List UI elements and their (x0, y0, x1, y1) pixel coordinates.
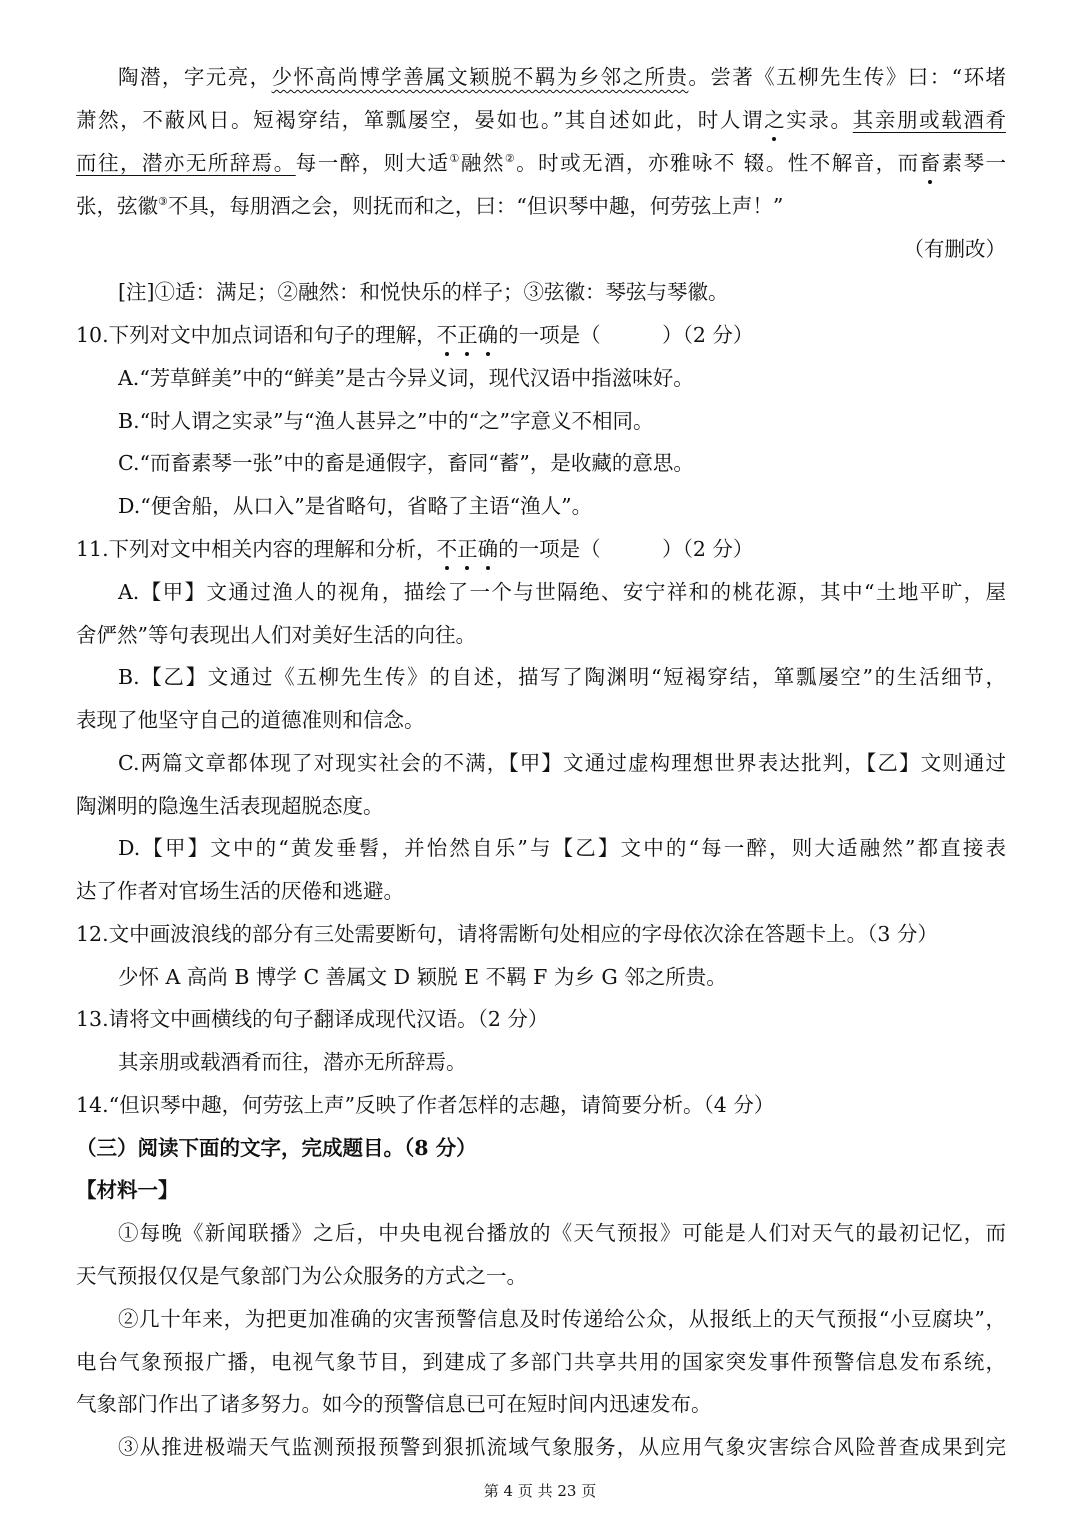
footnotes: [注]①适：满足；②融然：和悦快乐的样子；③弦徽：琴弦与琴徽。 (118, 280, 729, 304)
question-12-content: 少怀 A 高尚 B 博学 C 善属文 D 颖脱 E 不羁 F 为乡 G 邻之所贵。 (118, 965, 727, 989)
passage-line-4: 张，弦徽③不具，每朋酒之会，则抚而和之，曰：“但识琴中趣，何劳弦上声！” (76, 194, 784, 218)
wavy-underlined-text: 少怀高尚博学善属文颖脱不羁为乡邻之所贵 (271, 65, 689, 89)
question-11-option-c-line-1: C.两篇文章都体现了对现实社会的不满，【甲】文通过虚构理想世界表达批判，【乙】文则通过 (118, 751, 1006, 775)
footnote-mark: ② (504, 152, 517, 166)
section-3-heading: （三）阅读下面的文字，完成题目。（8 分） (76, 1136, 477, 1160)
question-11-option-c-line-2: 陶渊明的隐逸生活表现超脱态度。 (76, 794, 384, 818)
source-note: （有删改） (903, 237, 1006, 261)
material-1-para-1-line-2: 天气预报仅仅是气象部门为公众服务的方式之一。 (76, 1264, 527, 1288)
dotted-char: 确 (478, 534, 499, 564)
question-10-option-a: A.“芳草鲜美”中的“鲜美”是古今异义词，现代汉语中指滋味好。 (118, 366, 694, 390)
footnote-mark: ① (449, 152, 461, 166)
dotted-char: 确 (478, 320, 499, 350)
dotted-char: 正 (457, 534, 478, 564)
question-10-option-b: B.“时人谓之实录”与“渔人甚异之”中的“之”字意义不相同。 (118, 409, 654, 433)
material-1-title: 【材料一】 (76, 1178, 179, 1202)
question-11-option-d-line-1: D.【甲】文中的“黄发垂髫，并怡然自乐”与【乙】文中的“每一醉，则大适融然”都直接表 (118, 836, 1006, 860)
question-10-option-c: C.“而畜素琴一张”中的畜是通假字，畜同“蓄”，是收藏的意思。 (118, 451, 694, 475)
dotted-char: 畜 (920, 148, 941, 178)
question-10-option-d: D.“便舍船，从口入”是省略句，省略了主语“渔人”。 (118, 494, 593, 518)
material-1-para-2-line-2: 电台气象预报广播，电视气象节目，到建成了多部门共享共用的国家突发事件预警信息发布系统， (76, 1350, 1006, 1374)
question-11-option-b-line-1: B.【乙】文通过《五柳先生传》的自述，描写了陶渊明“短褐穿结，箪瓢屡空”的生活细节， (118, 665, 1006, 689)
question-13-content: 其亲朋或载酒肴而往，潜亦无所辞焉。 (118, 1050, 467, 1074)
material-1-para-2-line-1: ②几十年来，为把更加准确的灾害预警信息及时传递给公众，从报纸上的天气预报“小豆腐块”， (118, 1307, 1006, 1331)
underlined-text: 其亲朋或载酒肴 (852, 108, 1007, 132)
dotted-char: 不 (437, 534, 458, 564)
question-13-stem: 13.请将文中画横线的句子翻译成现代汉语。（2 分） (76, 1007, 549, 1031)
material-1-para-2-line-3: 气象部门作出了诸多努力。如今的预警信息已可在短时间内迅速发布。 (76, 1392, 712, 1416)
passage-line-2: 萧然，不蔽风日。短褐穿结，箪瓢屡空，晏如也。”其自述如此，时人谓之实录。其亲朋或载酒肴 (76, 105, 1006, 135)
question-12-stem: 12.文中画波浪线的部分有三处需要断句，请将需断句处相应的字母依次涂在答题卡上。（3 分） (76, 922, 938, 946)
material-1-para-1-line-1: ①每晚《新闻联播》之后，中央电视台播放的《天气预报》可能是人们对天气的最初记忆，而 (118, 1221, 1006, 1245)
passage-line-1: 陶潜，字元亮，少怀高尚博学善属文颖脱不羁为乡邻之所贵。尝著《五柳先生传》曰：“环堵 (118, 65, 1007, 89)
material-1-para-3-line-1: ③从推进极端天气监测预报预警到狠抓流域气象服务，从应用气象灾害综合风险普查成果到完 (118, 1435, 1006, 1459)
question-10-stem: 10.下列对文中加点词语和句子的理解，不正确的一项是（ ）（2 分） (76, 320, 1006, 350)
underlined-text: 而往，潜亦无所辞焉。 (76, 151, 296, 175)
question-11-option-b-line-2: 表现了他坚守自己的道德准则和信念。 (76, 708, 425, 732)
dotted-char: 之 (764, 105, 785, 135)
passage-line-3: 而往，潜亦无所辞焉。每一醉，则大适①融然②。时或无酒，亦雅咏不 辍。性不解音，而畜素琴一 (76, 148, 1006, 178)
page-number-footer: 第 4 页 共 23 页 (483, 1482, 597, 1500)
question-14-stem: 14.“但识琴中趣，何劳弦上声”反映了作者怎样的志趣，请简要分析。（4 分） (76, 1093, 775, 1117)
dotted-char: 不 (437, 320, 458, 350)
question-11-option-a-line-2: 舍俨然”等句表现出人们对美好生活的向往。 (76, 623, 476, 647)
question-11-option-a-line-1: A.【甲】文通过渔人的视角，描绘了一个与世隔绝、安宁祥和的桃花源，其中“土地平旷，屋 (118, 580, 1006, 604)
question-11-option-d-line-2: 达了作者对官场生活的厌倦和逃避。 (76, 879, 404, 903)
footnote-mark: ③ (158, 195, 168, 209)
question-11-stem: 11.下列对文中相关内容的理解和分析，不正确的一项是（ ）（2 分） (76, 534, 1006, 564)
dotted-char: 正 (457, 320, 478, 350)
